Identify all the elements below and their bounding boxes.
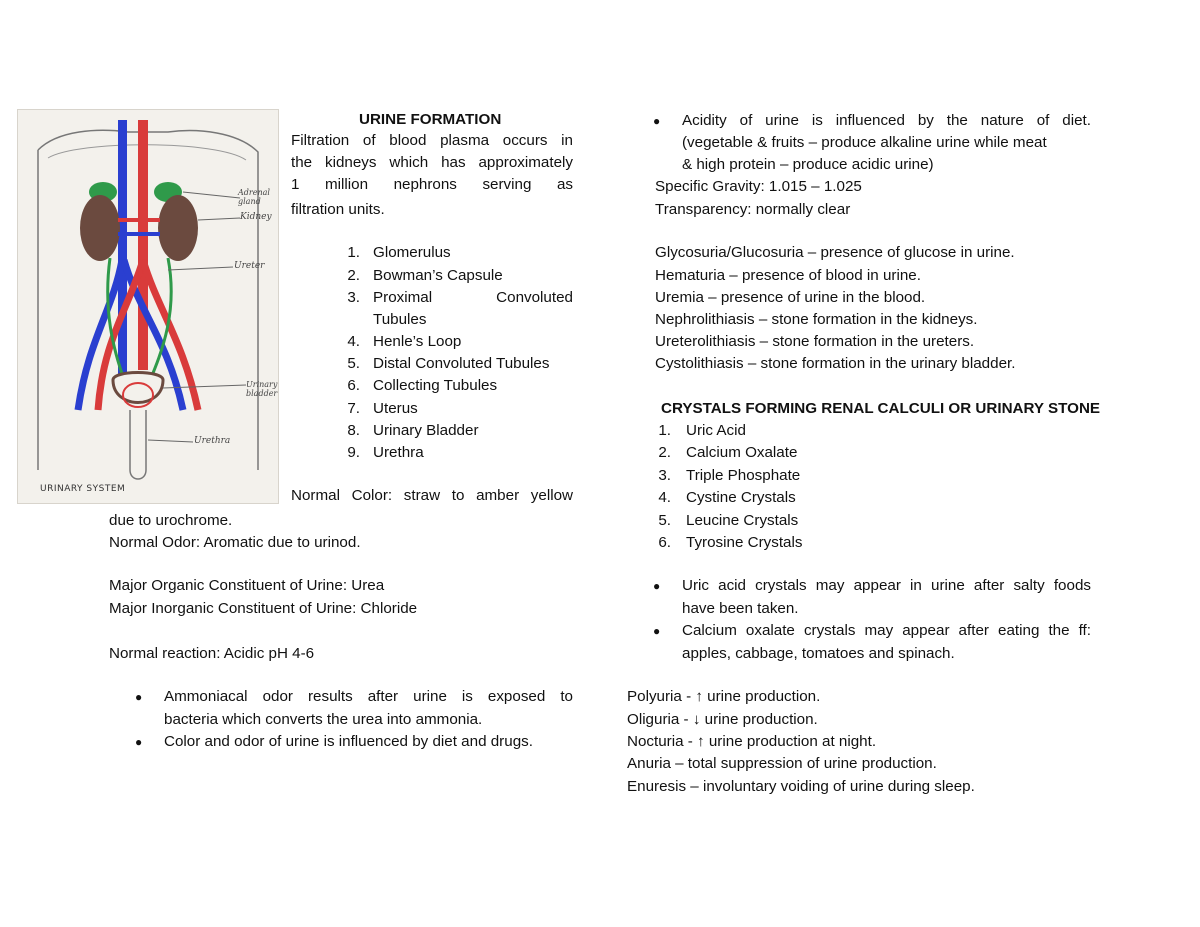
list-item: Uric Acid <box>686 422 746 439</box>
specific-gravity: Specific Gravity: 1.015 – 1.025 <box>655 178 862 195</box>
list-item: Uterus <box>373 400 418 417</box>
list-number: 2. <box>347 267 360 284</box>
bullet-icon: ● <box>653 624 661 638</box>
list-number: 1. <box>658 422 671 439</box>
list-item: Proximal Convoluted <box>373 289 573 306</box>
transparency: Transparency: normally clear <box>655 201 851 218</box>
term-line: Hematuria – presence of blood in urine. <box>655 267 921 284</box>
list-number: 4. <box>658 489 671 506</box>
bullet-icon: ● <box>653 114 661 128</box>
bullet-text: Calcium oxalate crystals may appear after eating the ff: <box>682 622 1091 639</box>
intro-line-4: filtration units. <box>291 201 385 218</box>
list-item: Collecting Tubules <box>373 377 498 394</box>
bullet-text: Uric acid crystals may appear in urine after salty foods <box>682 577 1091 594</box>
normal-reaction: Normal reaction: Acidic pH 4-6 <box>109 645 315 662</box>
list-item: Urethra <box>373 444 424 461</box>
acidity-line-2: (vegetable & fruits – produce alkaline urine while meat <box>682 134 1047 151</box>
bullet-text: Color and odor of urine is influenced by diet and drugs. <box>164 733 533 750</box>
list-number: 3. <box>347 289 360 306</box>
list-item: Calcium Oxalate <box>686 444 798 461</box>
intro-line-1: Filtration of blood plasma occurs in <box>291 132 573 149</box>
list-number: 9. <box>347 444 360 461</box>
figure-caption: URINARY SYSTEM <box>40 484 126 494</box>
term-line: Uremia – presence of urine in the blood. <box>655 289 926 306</box>
list-number: 5. <box>658 512 671 529</box>
bullet-text-continuation: bacteria which converts the urea into ammonia. <box>164 711 483 728</box>
bullet-text-continuation: have been taken. <box>682 600 799 617</box>
acidity-line-3: & high protein – produce acidic urine) <box>682 156 934 173</box>
bullet-icon: ● <box>653 579 661 593</box>
urinary-system-drawing <box>18 110 278 503</box>
acidity-line-1: Acidity of urine is influenced by the nature of diet. <box>682 112 1091 129</box>
list-number: 3. <box>658 467 671 484</box>
list-number: 5. <box>347 355 360 372</box>
intro-line-2: the kidneys which has approximately <box>291 154 573 171</box>
output-term-line: Polyuria - ↑ urine production. <box>627 688 821 705</box>
output-term-line: Oliguria - ↓ urine production. <box>627 711 818 728</box>
normal-color-line-1: Normal Color: straw to amber yellow <box>291 487 573 504</box>
bullet-icon: ● <box>135 735 143 749</box>
list-item: Glomerulus <box>373 244 451 261</box>
list-number: 4. <box>347 333 360 350</box>
term-line: Cystolithiasis – stone formation in the urinary bladder. <box>655 355 1016 372</box>
normal-odor: Normal Odor: Aromatic due to urinod. <box>109 534 361 551</box>
figure-label-urethra: Urethra <box>194 436 231 446</box>
bullet-text-continuation: apples, cabbage, tomatoes and spinach. <box>682 645 955 662</box>
title-urine-formation: URINE FORMATION <box>359 111 502 128</box>
bullet-text: Ammoniacal odor results after urine is exposed to <box>164 688 573 705</box>
figure-label-bladder: Urinary bladder <box>246 380 278 398</box>
output-term-line: Anuria – total suppression of urine production. <box>627 755 937 772</box>
term-line: Glycosuria/Glucosuria – presence of glucose in urine. <box>655 244 1015 261</box>
list-item-continuation: Tubules <box>373 311 427 328</box>
organic-constituent: Major Organic Constituent of Urine: Urea <box>109 577 385 594</box>
list-item: Bowman’s Capsule <box>373 267 503 284</box>
urinary-system-figure <box>17 109 279 504</box>
intro-line-3: 1 million nephrons serving as <box>291 176 573 193</box>
list-item: Tyrosine Crystals <box>686 534 803 551</box>
normal-color-line-2: due to urochrome. <box>109 512 233 529</box>
list-number: 2. <box>658 444 671 461</box>
output-term-line: Nocturia - ↑ urine production at night. <box>627 733 877 750</box>
list-item: Distal Convoluted Tubules <box>373 355 550 372</box>
list-item: Urinary Bladder <box>373 422 479 439</box>
figure-label-adrenal: Adrenal gland <box>238 188 270 206</box>
list-number: 6. <box>658 534 671 551</box>
bullet-icon: ● <box>135 690 143 704</box>
list-number: 6. <box>347 377 360 394</box>
list-number: 1. <box>347 244 360 261</box>
inorganic-constituent: Major Inorganic Constituent of Urine: Chloride <box>109 600 418 617</box>
crystals-title: CRYSTALS FORMING RENAL CALCULI OR URINARY STONE <box>661 400 1101 417</box>
list-item: Cystine Crystals <box>686 489 796 506</box>
list-item: Triple Phosphate <box>686 467 801 484</box>
output-term-line: Enuresis – involuntary voiding of urine during sleep. <box>627 778 975 795</box>
figure-label-kidney: Kidney <box>240 212 272 222</box>
term-line: Ureterolithiasis – stone formation in the ureters. <box>655 333 975 350</box>
list-number: 7. <box>347 400 360 417</box>
list-number: 8. <box>347 422 360 439</box>
figure-label-ureter: Ureter <box>234 261 265 271</box>
list-item: Leucine Crystals <box>686 512 799 529</box>
term-line: Nephrolithiasis – stone formation in the kidneys. <box>655 311 978 328</box>
list-item: Henle’s Loop <box>373 333 462 350</box>
